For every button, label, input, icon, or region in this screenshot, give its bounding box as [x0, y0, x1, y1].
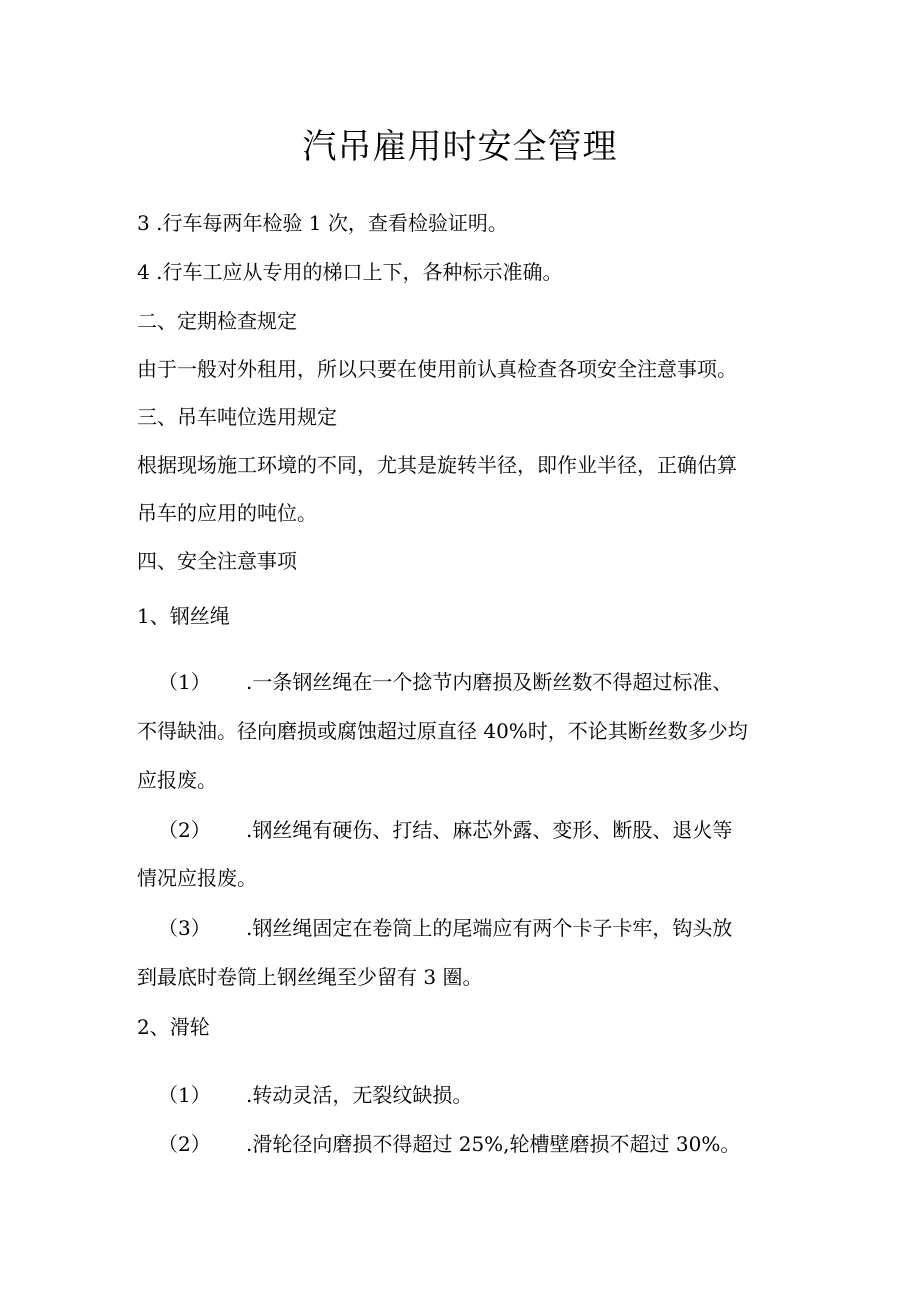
section-heading: 三、吊车吨位选用规定 [137, 405, 337, 429]
list-item-continuation: 到最底时卷筒上钢丝绳至少留有 3 圈。 [137, 965, 483, 989]
list-item: .转动灵活，无裂纹缺损。 [246, 1083, 473, 1107]
list-item-continuation: 不得缺油。径向磨损或腐蚀超过原直径 40%时，不论其断丝数多少均 [137, 719, 748, 743]
paragraph-line: 3 .行车每两年检验 1 次，查看检验证明。 [137, 211, 508, 235]
subsection-heading: 1、钢丝绳 [137, 604, 230, 628]
paragraph-line: 根据现场施工环境的不同，尤其是旋转半径，即作业半径，正确估算 [137, 453, 737, 477]
list-item: .钢丝绳有硬伤、打结、麻芯外露、变形、断股、退火等 [246, 818, 733, 842]
item-number: （2） [158, 818, 211, 842]
paragraph-line: 由于一般对外租用，所以只要在使用前认真检查各项安全注意事项。 [137, 357, 737, 381]
paragraph-line: 吊车的应用的吨位。 [137, 501, 317, 525]
item-number: （2） [158, 1132, 211, 1156]
item-number: （1） [158, 1083, 211, 1107]
list-item: .一条钢丝绳在一个捻节内磨损及断丝数不得超过标准、 [246, 670, 733, 694]
document-title: 汽吊雇用时安全管理 [302, 127, 618, 167]
list-item-continuation: 应报废。 [137, 768, 217, 792]
list-item: .钢丝绳固定在卷筒上的尾端应有两个卡子卡牢，钩头放 [246, 916, 733, 940]
list-item: .滑轮径向磨损不得超过 25%,轮槽壁磨损不超过 30%。 [246, 1132, 741, 1156]
section-heading: 二、定期检查规定 [137, 309, 297, 333]
section-heading: 四、安全注意事项 [137, 549, 297, 573]
subsection-heading: 2、滑轮 [137, 1015, 210, 1039]
list-item-continuation: 情况应报废。 [137, 866, 257, 890]
paragraph-line: 4 .行车工应从专用的梯口上下，各种标示准确。 [137, 260, 563, 284]
item-number: （1） [158, 670, 211, 694]
item-number: （3） [158, 916, 211, 940]
